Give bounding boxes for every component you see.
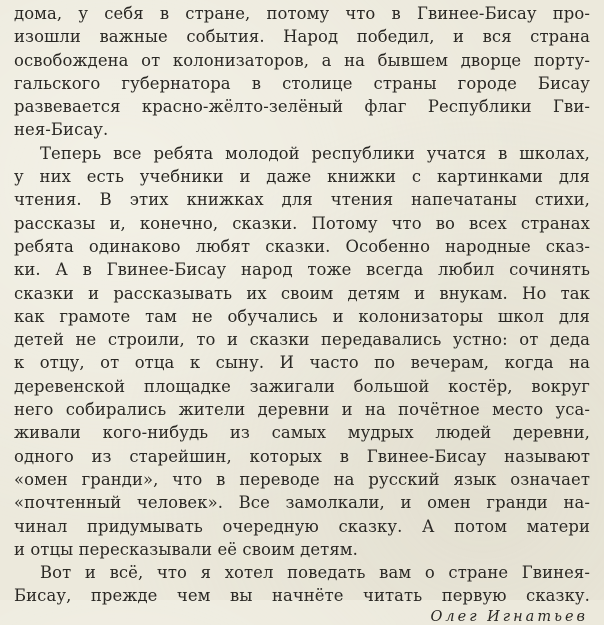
paragraph-3 <box>14 561 590 608</box>
text-line: чинал придумывать очередную сказку. А потом матери <box>14 516 590 536</box>
text-line: Теперь все ребята молодой республики учатся в школах, <box>40 143 590 163</box>
paragraph-1 <box>14 2 590 142</box>
text-line: сказки и рассказывать их своим детям и внукам. Но так <box>14 283 590 303</box>
text-line: развевается красно-жёлто-зелёный флаг Республики Гви- <box>14 97 590 117</box>
text-line: как грамоте там не обучались и колонизаторы школ для <box>14 306 590 326</box>
text-line: изошли важные события. Народ победил, и вся страна <box>14 27 590 47</box>
text-line: одного из старейшин, которых в Гвинее-Бисау называют <box>14 446 590 466</box>
text-line: нея-Бисау. <box>14 120 109 140</box>
text-line: Бисау, прежде чем вы начнёте читать первую сказку. <box>14 586 590 606</box>
text-line: к отцу, от отца к сыну. И часто по вечерам, когда на <box>14 353 590 373</box>
text-line: деревенской площадке зажигали большой костёр, вокруг <box>14 376 590 396</box>
text-line: и отцы пересказывали её своим детям. <box>14 539 358 559</box>
text-line: ребята одинаково любят сказки. Особенно народные сказ- <box>14 236 590 256</box>
text-line: живали кого-нибудь из самых мудрых людей деревни, <box>14 423 590 443</box>
text-line: ки. А в Гвинее-Бисау народ тоже всегда любил сочинять <box>14 260 590 280</box>
text-line: освобождена от колонизаторов, а на бывшем дворце порту- <box>14 50 590 70</box>
text-line: дома, у себя в стране, потому что в Гвинее-Бисау про- <box>14 4 590 23</box>
text-line: детей не строили, то и сказки передавались устно: от деда <box>14 330 590 350</box>
author-signature: Олег Игнатьев <box>430 608 588 625</box>
text-line: него собирались жители деревни и на почётное место уса- <box>14 400 590 420</box>
text-line: Вот и всё, что я хотел поведать вам о стране Гвинея- <box>40 563 590 583</box>
text-line: у них есть учебники и даже книжки с картинками для <box>14 167 590 187</box>
text-line: «почтенный человек». Все замолкали, и омен гранди на- <box>14 493 590 513</box>
text-line: гальского губернатора в столице страны городе Бисау <box>14 73 590 93</box>
text-line: рассказы и, конечно, сказки. Потому что во всех странах <box>14 213 590 233</box>
text-line: «омен гранди», что в переводе на русский язык означает <box>14 469 590 489</box>
text-line: чтения. В этих книжках для чтения напечатаны стихи, <box>14 190 590 210</box>
paragraph-2 <box>14 142 590 561</box>
